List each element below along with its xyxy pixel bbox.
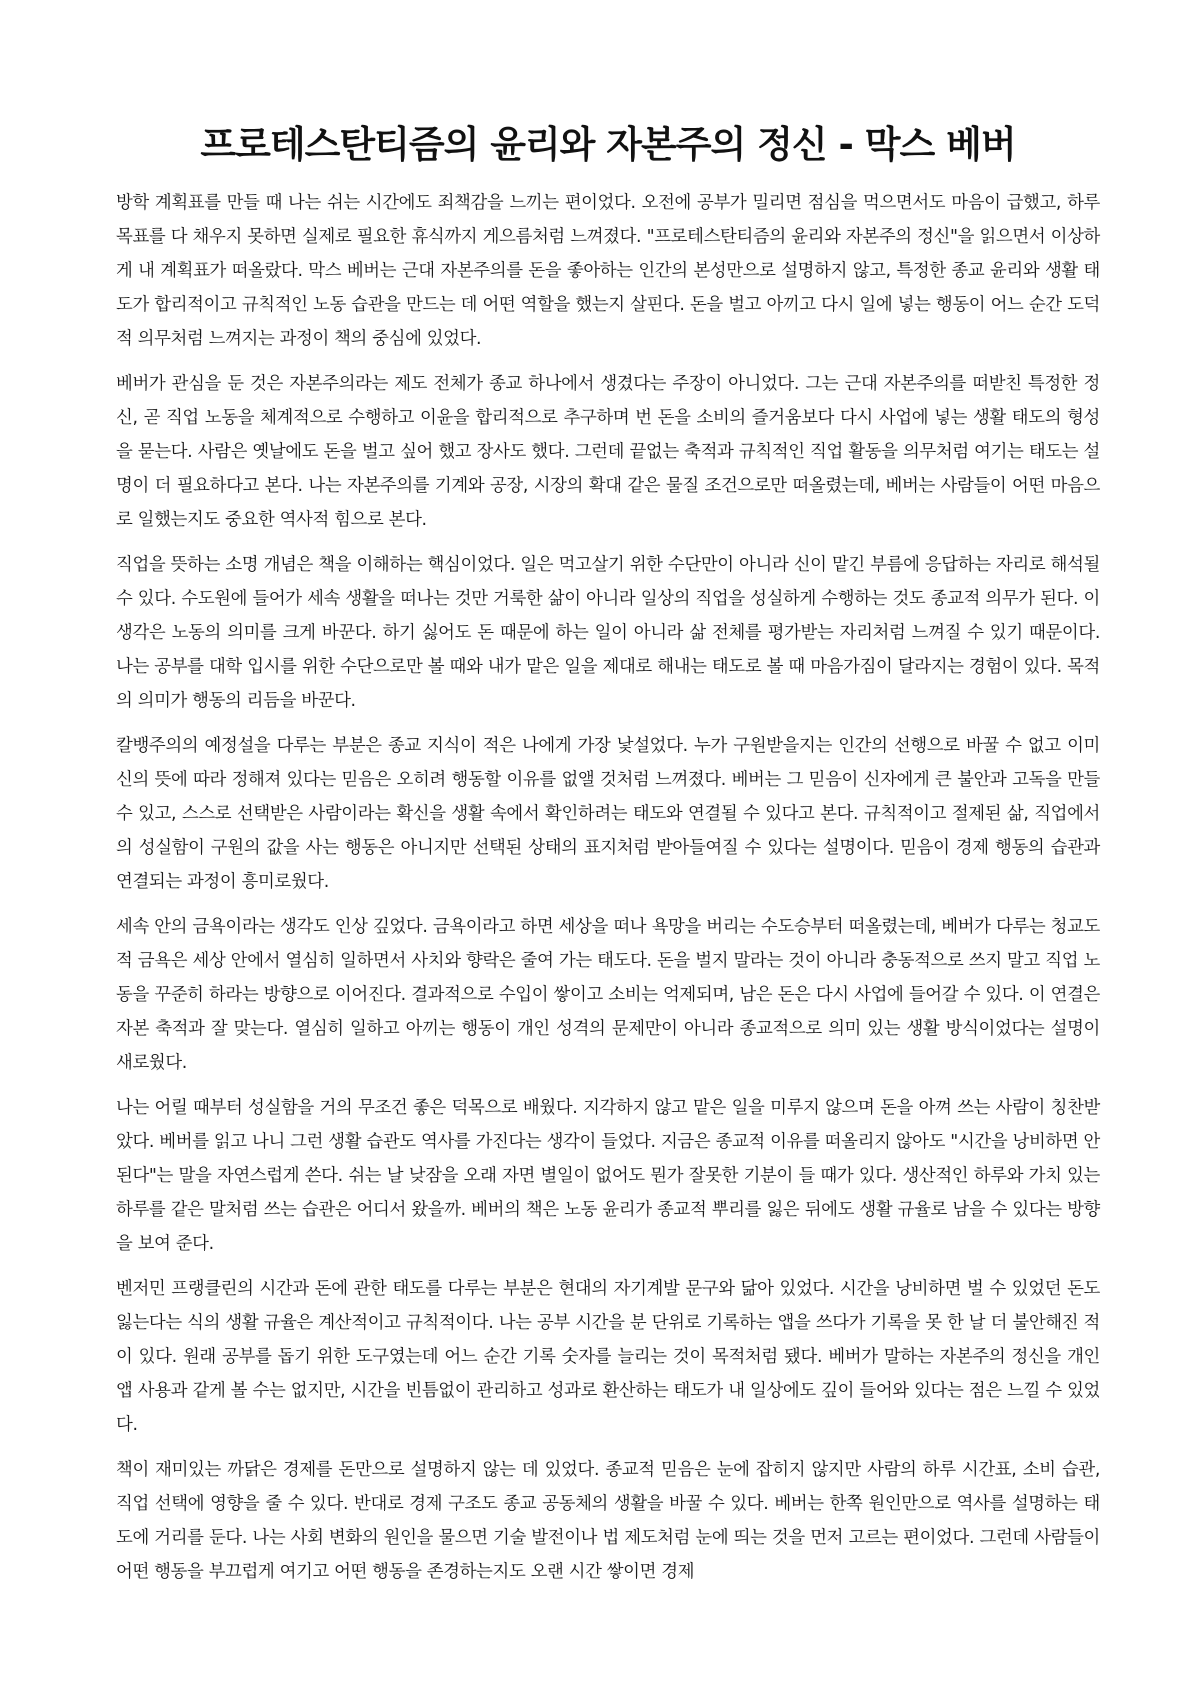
paragraph-7: 벤저민 프랭클린의 시간과 돈에 관한 태도를 다루는 부분은 현대의 자기계발 문구와 닮아 있었다. 시간을 낭비하면 벌 수 있었던 돈도 잃는다는 식의 생활 규율은 계산적이고 규칙적이다. 나는 공부 시간을 분 단위로 기록하는 앱을 쓰다가 기록을 못 한 날 더 불안해진 적이 있다. 원래 공부를 돕기 위한 도구였는데 어느 순간 기록 숫자를 늘리는 것이 목적처럼 됐다. 베버가 말하는 자본주의 정신을 개인 앱 사용과 같게 볼 수는 없지만, 시간을 빈틈없이 관리하고 성과로 환산하는 태도가 내 일상에도 깊이 들어와 있다는 점은 느낄 수 있었다. bbox=[116, 1279, 1100, 1435]
paragraph-4: 칼뱅주의의 예정설을 다루는 부분은 종교 지식이 적은 나에게 가장 낯설었다. 누가 구원받을지는 인간의 선행으로 바꿀 수 없고 이미 신의 뜻에 따라 정해져 있다는 믿음은 오히려 행동할 이유를 없앨 것처럼 느껴졌다. 베버는 그 믿음이 신자에게 큰 불안과 고독을 만들 수 있고, 스스로 선택받은 사람이라는 확신을 생활 속에서 확인하려는 태도와 연결될 수 있다고 본다. 규칙적이고 절제된 삶, 직업에서의 성실함이 구원의 값을 사는 행동은 아니지만 선택된 상태의 표지처럼 받아들여질 수 있다는 설명이다. 믿음이 경제 행동의 습관과 연결되는 과정이 흥미로웠다. bbox=[116, 736, 1100, 892]
paragraph-2: 베버가 관심을 둔 것은 자본주의라는 제도 전체가 종교 하나에서 생겼다는 주장이 아니었다. 그는 근대 자본주의를 떠받친 특정한 정신, 곧 직업 노동을 체계적으로 수행하고 이윤을 합리적으로 추구하며 번 돈을 소비의 즐거움보다 다시 사업에 넣는 생활 태도의 형성을 묻는다. 사람은 옛날에도 돈을 벌고 싶어 했고 장사도 했다. 그런데 끝없는 축적과 규칙적인 직업 활동을 의무처럼 여기는 태도는 설명이 더 필요하다고 본다. 나는 자본주의를 기계와 공장, 시장의 확대 같은 물질 조건으로만 떠올렸는데, 베버는 사람들이 어떤 마음으로 일했는지도 중요한 역사적 힘으로 본다. bbox=[116, 374, 1100, 530]
paragraph-1: 방학 계획표를 만들 때 나는 쉬는 시간에도 죄책감을 느끼는 편이었다. 오전에 공부가 밀리면 점심을 먹으면서도 마음이 급했고, 하루 목표를 다 채우지 못하면 실제로 필요한 휴식까지 게으름처럼 느껴졌다. "프로테스탄티즘의 윤리와 자본주의 정신"을 읽으면서 이상하게 내 계획표가 떠올랐다. 막스 베버는 근대 자본주의를 돈을 좋아하는 인간의 본성만으로 설명하지 않고, 특정한 종교 윤리와 생활 태도가 합리적이고 규칙적인 노동 습관을 만드는 데 어떤 역할을 했는지 살핀다. 돈을 벌고 아끼고 다시 일에 넣는 행동이 어느 순간 도덕적 의무처럼 느껴지는 과정이 책의 중심에 있었다. bbox=[116, 193, 1100, 349]
paragraph-5: 세속 안의 금욕이라는 생각도 인상 깊었다. 금욕이라고 하면 세상을 떠나 욕망을 버리는 수도승부터 떠올렸는데, 베버가 다루는 청교도적 금욕은 세상 안에서 열심히 일하면서 사치와 향락은 줄여 가는 태도다. 돈을 벌지 말라는 것이 아니라 충동적으로 쓰지 말고 직업 노동을 꾸준히 하라는 방향으로 이어진다. 결과적으로 수입이 쌓이고 소비는 억제되며, 남은 돈은 다시 사업에 들어갈 수 있다. 이 연결은 자본 축적과 잘 맞는다. 열심히 일하고 아끼는 행동이 개인 성격의 문제만이 아니라 종교적으로 의미 있는 생활 방식이었다는 설명이 새로웠다. bbox=[116, 917, 1100, 1073]
paragraph-8: 책이 재미있는 까닭은 경제를 돈만으로 설명하지 않는 데 있었다. 종교적 믿음은 눈에 잡히지 않지만 사람의 하루 시간표, 소비 습관, 직업 선택에 영향을 줄 수 있다. 반대로 경제 구조도 종교 공동체의 생활을 바꿀 수 있다. 베버는 한쪽 원인만으로 역사를 설명하는 태도에 거리를 둔다. 나는 사회 변화의 원인을 물으면 기술 발전이나 법 제도처럼 눈에 띄는 것을 먼저 고르는 편이었다. 그런데 사람들이 어떤 행동을 부끄럽게 여기고 어떤 행동을 존경하는지도 오랜 시간 쌓이면 경제 bbox=[116, 1460, 1100, 1582]
paragraph-6: 나는 어릴 때부터 성실함을 거의 무조건 좋은 덕목으로 배웠다. 지각하지 않고 맡은 일을 미루지 않으며 돈을 아껴 쓰는 사람이 칭찬받았다. 베버를 읽고 나니 그런 생활 습관도 역사를 가진다는 생각이 들었다. 지금은 종교적 이유를 떠올리지 않아도 "시간을 낭비하면 안 된다"는 말을 자연스럽게 쓴다. 쉬는 날 낮잠을 오래 자면 별일이 없어도 뭔가 잘못한 기분이 들 때가 있다. 생산적인 하루와 가치 있는 하루를 같은 말처럼 쓰는 습관은 어디서 왔을까. 베버의 책은 노동 윤리가 종교적 뿌리를 잃은 뒤에도 생활 규율로 남을 수 있다는 방향을 보여 준다. bbox=[116, 1098, 1100, 1254]
document-title: 프로테스탄티즘의 윤리와 자본주의 정신 - 막스 베버 bbox=[200, 123, 1016, 166]
paragraph-3: 직업을 뜻하는 소명 개념은 책을 이해하는 핵심이었다. 일은 먹고살기 위한 수단만이 아니라 신이 맡긴 부름에 응답하는 자리로 해석될 수 있다. 수도원에 들어가 세속 생활을 떠나는 것만 거룩한 삶이 아니라 일상의 직업을 성실하게 수행하는 것도 종교적 의무가 된다. 이 생각은 노동의 의미를 크게 바꾼다. 하기 싫어도 돈 때문에 하는 일이 아니라 삶 전체를 평가받는 자리처럼 느껴질 수 있기 때문이다. 나는 공부를 대학 입시를 위한 수단으로만 볼 때와 내가 맡은 일을 제대로 해내는 태도로 볼 때 마음가짐이 달라지는 경험이 있다. 목적의 의미가 행동의 리듬을 바꾼다. bbox=[116, 555, 1100, 711]
